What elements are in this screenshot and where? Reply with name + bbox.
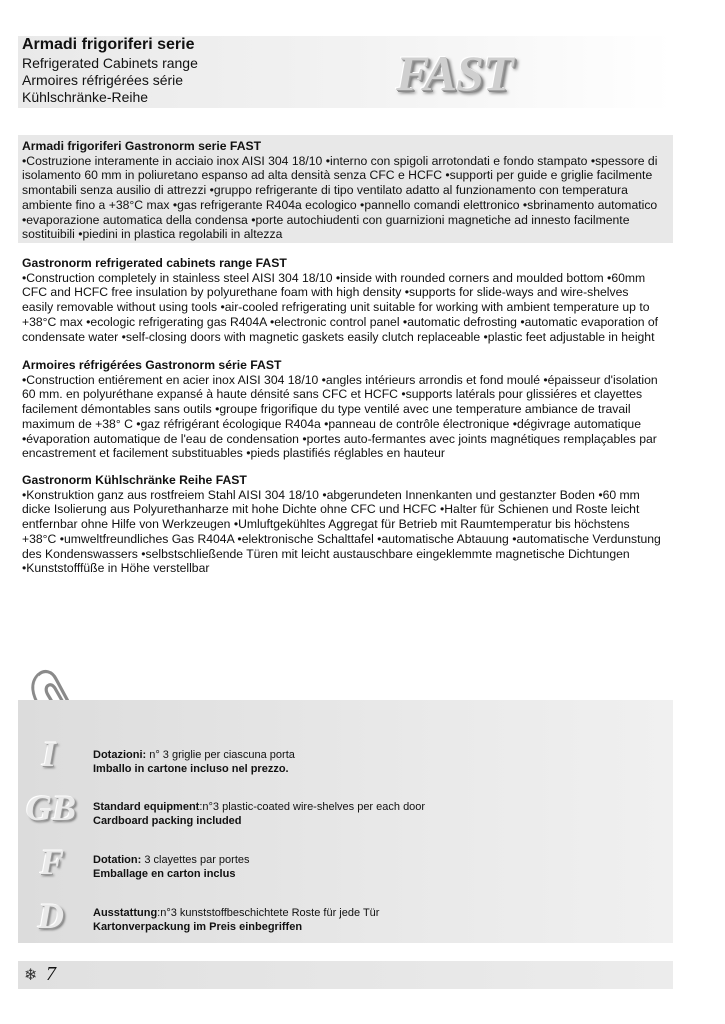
section-body: •Construction completely in stainless steel AISI 304 18/10 •inside with rounded corners and moulded bottom •60mm CFC and HCFC free insulation by polyurethane foam with high density •supports for slide-ways and wire-shelves easily removable without using tools •air-cooled refrigerating unit suitable for working with ambient temperature up to +38°C max •ecologic refrigerating gas R404A •electronic control panel •automatic defrosting •automatic evaporation of condensate water •self-closing doors with magnetic gaskets easily clutch replaceable •plastic feet adjustable in height xyxy=(22,270,659,344)
equipment-label: Dotazioni: xyxy=(93,749,147,761)
section-heading: Gastronorm Kühlschränke Reihe FAST xyxy=(22,473,247,487)
packing-text: Kartonverpackung im Preis einbegriffen xyxy=(93,921,303,933)
equipment-text: n° 3 griglie per ciascuna porta xyxy=(146,749,295,761)
section-body: •Construction entiérement en acier inox AISI 304 18/10 •angles intérieurs arrondis et fond moulé •épaisseur d'isolation 60 mm. en polyuréthane expansé à haute dénsité sans CFC et HCFC •supports latérals pour glissiéres et clayettes facilement démontables sans outils •groupe frigorifique du type ventilé avec une temperature ambiance de travail maximum de +38° C •gaz réfrigérant écologique R404a •panneau de contrôle électronique •dégivrage automatique •évaporation automatique de l'eau de condensation •portes auto-fermantes avec joints magnétiques remplaçables par encastrement et facilement substituables •pieds plastifiés réglables en hauteur xyxy=(22,372,658,461)
equipment-label: Standard equipment xyxy=(93,801,200,813)
brand-logo: FAST xyxy=(396,45,513,101)
section-body: •Konstruktion ganz aus rostfreiem Stahl AISI 304 18/10 •abgerundeten Innenkanten und gestanzter Boden •60 mm dicke Isolierung aus Polyurethanharze mit hohe Dichte ohne CFC und HCFC •Halter für Schienen und Roste leicht entfernbar ohne Hilfe von Werkzeugen •Umluftgekühltes Aggregat für Betrieb mit Raumtemperatur bis höchstens +38°C •umweltfreundliches Gas R404A •elektronische Schalttafel •automatische Abtauung •automatische Verdunstung des Kondenswassers •selbstschließende Türen mit leicht austauschbare eingeklemmte magnetische Dichtungen •Kunststofffüße in Höhe verstellbar xyxy=(22,487,661,576)
section-body: •Costruzione interamente in acciaio inox AISI 304 18/10 •interno con spigoli arrotondati e fondo stampato •spessore di isolamento 60 mm in poliuretano espanso ad alta densità senza CFC e HCFC •supporti per guide e griglie facilmente smontabili senza ausilio di attrezzi •gruppo refrigerante di tipo ventilato adatto al funzionamento con temperatura ambiente fino a +38°C max •gas refrigerante R404a ecologico •pannello comandi elettronico •sbrinamento automatico •evaporazione automatica della condensa •porte autochiudenti con guarnizioni magnetiche ad innesto facilmente sostituibili •piedini in plastica regolabili in altezza xyxy=(22,153,658,242)
equipment-text: :n°3 plastic-coated wire-shelves per each door xyxy=(199,801,426,813)
page-number: 7 xyxy=(46,963,56,985)
section-english xyxy=(22,256,662,344)
section-heading: Gastronorm refrigerated cabinets range FAST xyxy=(22,256,287,270)
page-footer xyxy=(18,961,673,989)
section-german xyxy=(22,473,662,576)
section-heading: Armoires réfrigérées Gastronorm série FAST xyxy=(22,358,282,372)
section-heading: Armadi frigoriferi Gastronorm serie FAST xyxy=(22,139,262,153)
language-label-italian: I xyxy=(42,734,57,774)
equipment-german xyxy=(93,906,379,934)
equipment-italian xyxy=(93,748,295,776)
equipment-label: Ausstattung xyxy=(93,907,158,919)
title-italian: Armadi frigoriferi serie xyxy=(22,36,195,53)
title-german: Kühlschränke-Reihe xyxy=(22,89,149,105)
equipment-label: Dotation: xyxy=(93,854,142,866)
equipment-english xyxy=(93,800,425,828)
language-label-french: F xyxy=(40,842,65,882)
page-header xyxy=(18,36,673,108)
language-label-german: D xyxy=(38,896,64,936)
language-label-english: GB xyxy=(26,788,77,828)
snowflake-icon: ❄ xyxy=(24,967,38,984)
packing-text: Emballage en carton inclus xyxy=(93,868,236,880)
section-italian xyxy=(22,139,662,242)
equipment-text: :n°3 kunststoffbeschichtete Roste für jede Tür xyxy=(157,907,380,919)
title-french: Armoires réfrigérées série xyxy=(22,72,184,88)
title-english: Refrigerated Cabinets range xyxy=(22,55,198,71)
equipment-text: 3 clayettes par portes xyxy=(141,854,250,866)
packing-text: Imballo in cartone incluso nel prezzo. xyxy=(93,763,289,775)
packing-text: Cardboard packing included xyxy=(93,815,242,827)
section-french xyxy=(22,358,662,461)
equipment-french xyxy=(93,853,250,881)
